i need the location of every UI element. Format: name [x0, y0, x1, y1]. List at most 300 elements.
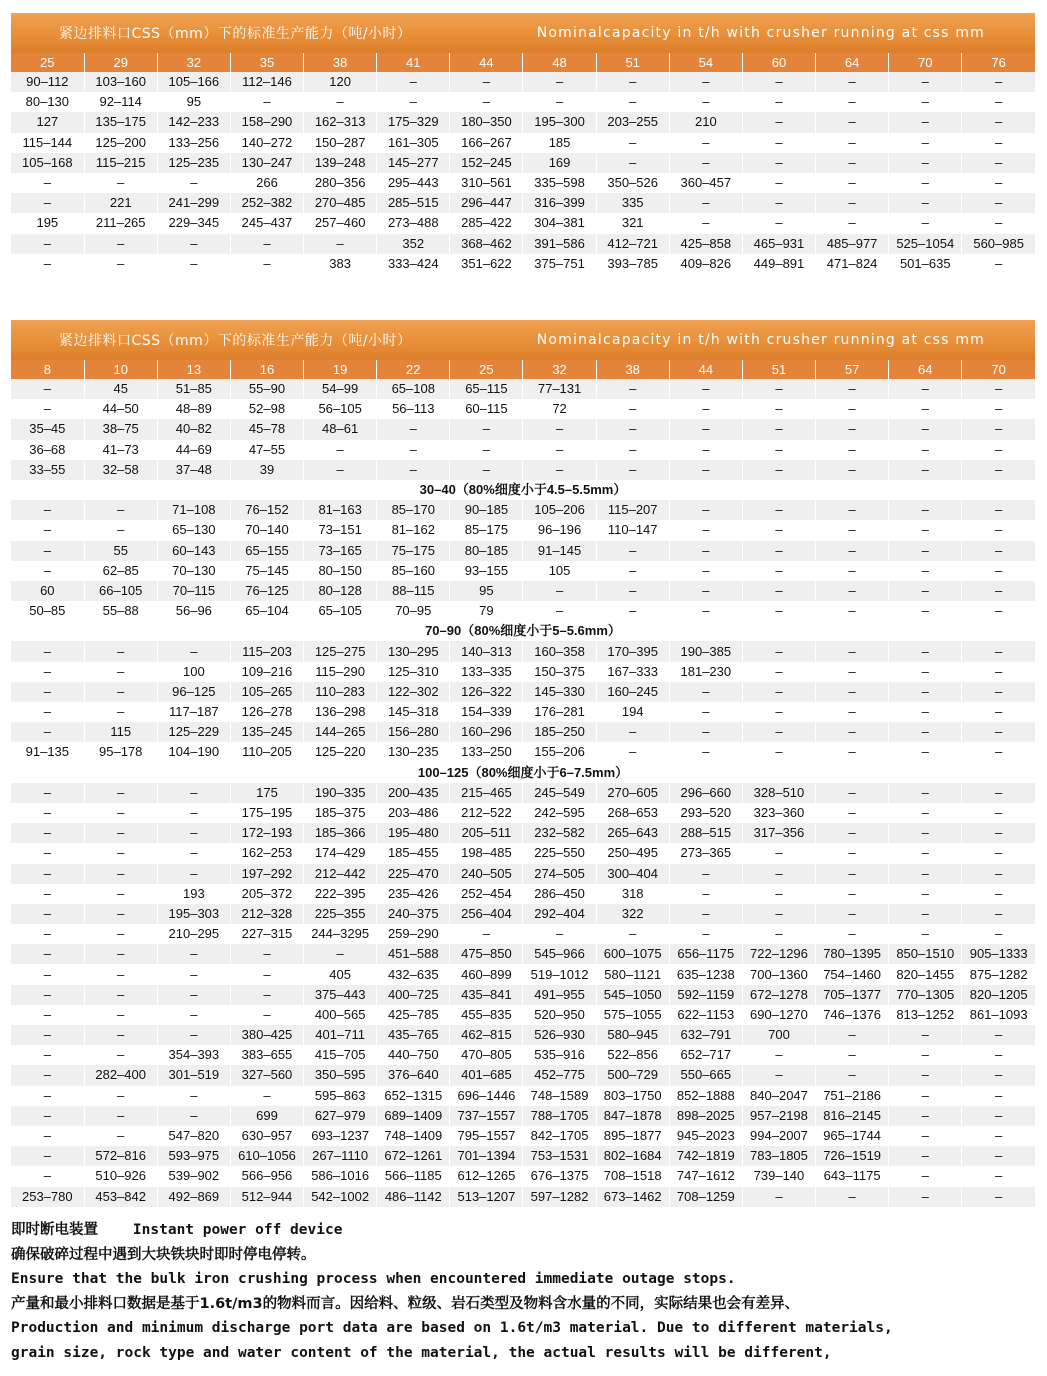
- table-cell: –: [889, 722, 962, 742]
- table-cell: 33–55: [11, 460, 84, 480]
- table-cell: 195: [11, 213, 84, 233]
- table-cell: 301–519: [157, 1065, 230, 1085]
- table-cell: 241–299: [157, 193, 230, 213]
- table-cell: –: [816, 460, 889, 480]
- table-cell: 65–130: [157, 520, 230, 540]
- table-cell: 222–395: [304, 884, 377, 904]
- table-cell: –: [11, 1086, 84, 1106]
- table-cell: 610–1056: [230, 1146, 303, 1166]
- table-cell: 85–175: [450, 520, 523, 540]
- table-cell: 225–355: [304, 904, 377, 924]
- table-cell: –: [84, 924, 157, 944]
- table-cell: 126–278: [230, 702, 303, 722]
- power-off-title-zh: 即时断电装置: [11, 1222, 98, 1238]
- table-cell: 820–1455: [889, 964, 962, 984]
- table-cell: 155–206: [523, 742, 596, 762]
- table-cell: –: [304, 234, 377, 254]
- table-cell: –: [84, 803, 157, 823]
- table-cell: –: [157, 1106, 230, 1126]
- table-cell: 737–1557: [450, 1106, 523, 1126]
- table-cell: 748–1589: [523, 1086, 596, 1106]
- table-cell: 133–335: [450, 662, 523, 682]
- column-header: 10: [84, 360, 157, 379]
- table-row: [11, 1005, 1035, 1025]
- table-cell: 739–140: [742, 1166, 815, 1186]
- table-cell: –: [84, 234, 157, 254]
- table-cell: 45: [84, 379, 157, 399]
- table-cell: –: [816, 864, 889, 884]
- table-cell: –: [962, 843, 1035, 863]
- table-cell: 66–105: [84, 581, 157, 601]
- table-cell: 286–450: [523, 884, 596, 904]
- table-cell: –: [84, 1005, 157, 1025]
- table-cell: –: [523, 419, 596, 439]
- table-cell: –: [742, 133, 815, 153]
- table-row: [11, 234, 1035, 254]
- table-cell: –: [11, 500, 84, 520]
- table-cell: 335: [596, 193, 669, 213]
- table-row: [11, 985, 1035, 1005]
- table-cell: –: [889, 662, 962, 682]
- table-cell: 748–1409: [377, 1126, 450, 1146]
- table-cell: –: [742, 193, 815, 213]
- table-cell: –: [230, 1086, 303, 1106]
- table-cell: –: [962, 823, 1035, 843]
- table-cell: 51–85: [157, 379, 230, 399]
- table-cell: 162–313: [304, 112, 377, 132]
- table-cell: –: [889, 1086, 962, 1106]
- table-cell: –: [84, 254, 157, 274]
- table-2-grid: [11, 360, 1035, 1207]
- table-cell: –: [962, 742, 1035, 762]
- table-cell: 60–115: [450, 399, 523, 419]
- table-cell: –: [889, 904, 962, 924]
- table-cell: 635–1238: [669, 964, 742, 984]
- table-cell: –: [157, 964, 230, 984]
- table-cell: –: [742, 460, 815, 480]
- table-cell: –: [11, 682, 84, 702]
- table-cell: 225–470: [377, 864, 450, 884]
- table-cell: 513–1207: [450, 1187, 523, 1207]
- table-cell: –: [962, 803, 1035, 823]
- table-cell: 753–1531: [523, 1146, 596, 1166]
- table-cell: 632–791: [669, 1025, 742, 1045]
- table-cell: 440–750: [377, 1045, 450, 1065]
- table-cell: 60–143: [157, 541, 230, 561]
- table-cell: –: [157, 803, 230, 823]
- table-2-title-zh: 紧边排料口CSS（mm）下的标准生产能力（吨/小时）: [59, 333, 412, 349]
- table-cell: 566–1185: [377, 1166, 450, 1186]
- table-cell: 73–165: [304, 541, 377, 561]
- column-header: 70: [889, 53, 962, 72]
- table-cell: –: [157, 985, 230, 1005]
- table-cell: 322: [596, 904, 669, 924]
- table-cell: 193: [157, 884, 230, 904]
- table-cell: 77–131: [523, 379, 596, 399]
- table-cell: –: [11, 924, 84, 944]
- table-cell: 676–1375: [523, 1166, 596, 1186]
- table-cell: –: [11, 944, 84, 964]
- table-cell: 65–105: [304, 601, 377, 621]
- table-row: [11, 561, 1035, 581]
- table-cell: –: [889, 1106, 962, 1126]
- table-cell: 352: [377, 234, 450, 254]
- table-cell: –: [11, 823, 84, 843]
- table-cell: 80–128: [304, 581, 377, 601]
- table-cell: –: [84, 843, 157, 863]
- table-cell: 566–956: [230, 1166, 303, 1186]
- table-cell: –: [889, 213, 962, 233]
- table-cell: 435–841: [450, 985, 523, 1005]
- table-cell: –: [962, 520, 1035, 540]
- table-cell: –: [889, 1187, 962, 1207]
- table-cell: –: [669, 153, 742, 173]
- table-cell: 55–88: [84, 601, 157, 621]
- table-cell: 185–250: [523, 722, 596, 742]
- table-cell: 240–375: [377, 904, 450, 924]
- table-cell: 622–1153: [669, 1005, 742, 1025]
- table-cell: –: [816, 803, 889, 823]
- table-cell: –: [889, 561, 962, 581]
- table-cell: 190–385: [669, 641, 742, 661]
- table-cell: –: [11, 1045, 84, 1065]
- table-cell: –: [450, 440, 523, 460]
- table-cell: 545–1050: [596, 985, 669, 1005]
- table-cell: –: [669, 742, 742, 762]
- table-cell: –: [962, 440, 1035, 460]
- table-cell: 229–345: [157, 213, 230, 233]
- table-cell: 501–635: [889, 254, 962, 274]
- table-cell: –: [11, 1065, 84, 1085]
- table-cell: –: [230, 234, 303, 254]
- table-cell: 215–465: [450, 783, 523, 803]
- table-cell: –: [11, 173, 84, 193]
- table-cell: 600–1075: [596, 944, 669, 964]
- table-cell: –: [11, 1146, 84, 1166]
- table-cell: 170–395: [596, 641, 669, 661]
- table-cell: –: [889, 581, 962, 601]
- table-cell: –: [84, 500, 157, 520]
- table-cell: 360–457: [669, 173, 742, 193]
- table-cell: 93–155: [450, 561, 523, 581]
- table-cell: –: [816, 112, 889, 132]
- table-cell: –: [742, 173, 815, 193]
- table-cell: 656–1175: [669, 944, 742, 964]
- table-cell: –: [450, 72, 523, 92]
- table-cell: 726–1519: [816, 1146, 889, 1166]
- table-cell: –: [11, 1025, 84, 1045]
- table-cell: 158–290: [230, 112, 303, 132]
- table-cell: –: [889, 884, 962, 904]
- table-cell: 45–78: [230, 419, 303, 439]
- table-cell: –: [742, 843, 815, 863]
- table-cell: –: [596, 72, 669, 92]
- table-cell: –: [669, 702, 742, 722]
- table-row: [11, 1045, 1035, 1065]
- table-cell: –: [816, 133, 889, 153]
- table-cell: –: [816, 924, 889, 944]
- table-row: [11, 682, 1035, 702]
- table-cell: 115–144: [11, 133, 84, 153]
- column-header: 38: [304, 53, 377, 72]
- table-cell: 105–168: [11, 153, 84, 173]
- table-cell: –: [523, 92, 596, 112]
- table-cell: 351–622: [450, 254, 523, 274]
- table-cell: –: [962, 173, 1035, 193]
- table-cell: –: [157, 843, 230, 863]
- table-cell: 512–944: [230, 1187, 303, 1207]
- table-cell: 115: [84, 722, 157, 742]
- table-cell: –: [816, 541, 889, 561]
- table-cell: 412–721: [596, 234, 669, 254]
- table-cell: 92–114: [84, 92, 157, 112]
- table-cell: 205–511: [450, 823, 523, 843]
- table-cell: 160–245: [596, 682, 669, 702]
- table-cell: –: [157, 864, 230, 884]
- table-row: [11, 641, 1035, 661]
- table-cell: –: [596, 561, 669, 581]
- table-cell: –: [11, 1166, 84, 1186]
- table-cell: –: [11, 884, 84, 904]
- table-row: [11, 884, 1035, 904]
- table-cell: 693–1237: [304, 1126, 377, 1146]
- table-row: [11, 520, 1035, 540]
- table-cell: 185–455: [377, 843, 450, 863]
- table-cell: 560–985: [962, 234, 1035, 254]
- table-cell: 125–220: [304, 742, 377, 762]
- column-header: 57: [816, 360, 889, 379]
- table-cell: –: [816, 173, 889, 193]
- table-cell: 643–1175: [816, 1166, 889, 1186]
- table-cell: 136–298: [304, 702, 377, 722]
- notes-line-6: grain size, rock type and water content of the material, the actual results will be different,: [11, 1344, 832, 1361]
- table-cell: –: [816, 213, 889, 233]
- table-row: [11, 399, 1035, 419]
- table-cell: –: [889, 1065, 962, 1085]
- table-cell: –: [889, 843, 962, 863]
- table-cell: 122–302: [377, 682, 450, 702]
- table-cell: 35–45: [11, 419, 84, 439]
- table-cell: 44–69: [157, 440, 230, 460]
- table-cell: –: [596, 399, 669, 419]
- table-cell: –: [11, 702, 84, 722]
- table-cell: –: [157, 234, 230, 254]
- table-cell: –: [962, 1065, 1035, 1085]
- notes-line-3: Ensure that the bulk iron crushing process when encountered immediate outage stops.: [11, 1271, 736, 1288]
- column-header: 8: [11, 360, 84, 379]
- table-cell: 327–560: [230, 1065, 303, 1085]
- table-cell: –: [962, 641, 1035, 661]
- table-cell: 133–250: [450, 742, 523, 762]
- table-cell: 96–125: [157, 682, 230, 702]
- table-cell: –: [84, 662, 157, 682]
- table-cell: 130–235: [377, 742, 450, 762]
- table-cell: 274–505: [523, 864, 596, 884]
- table-cell: 820–1205: [962, 985, 1035, 1005]
- table-cell: 172–193: [230, 823, 303, 843]
- column-header: 64: [816, 53, 889, 72]
- table-cell: –: [816, 601, 889, 621]
- table-cell: –: [11, 234, 84, 254]
- table-cell: 270–605: [596, 783, 669, 803]
- table-cell: –: [377, 460, 450, 480]
- table-cell: –: [889, 153, 962, 173]
- table-cell: 32–58: [84, 460, 157, 480]
- table-cell: –: [596, 924, 669, 944]
- capacity-table-2: [11, 320, 1035, 1207]
- notes-line-2: 确保破碎过程中遇到大块铁块时即时停电停转。: [11, 1246, 316, 1263]
- table-cell: –: [669, 541, 742, 561]
- table-cell: 296–660: [669, 783, 742, 803]
- column-header: 13: [157, 360, 230, 379]
- table-cell: –: [889, 641, 962, 661]
- table-cell: 56–105: [304, 399, 377, 419]
- column-header: 51: [742, 360, 815, 379]
- table-cell: –: [669, 72, 742, 92]
- table-row: [11, 944, 1035, 964]
- table-cell: 211–265: [84, 213, 157, 233]
- table-cell: 350–526: [596, 173, 669, 193]
- table-cell: –: [742, 864, 815, 884]
- table-cell: –: [962, 1106, 1035, 1126]
- table-cell: 70–140: [230, 520, 303, 540]
- table-cell: 203–486: [377, 803, 450, 823]
- table-cell: 282–400: [84, 1065, 157, 1085]
- table-cell: 195–303: [157, 904, 230, 924]
- table-cell: –: [962, 924, 1035, 944]
- table-cell: –: [230, 1005, 303, 1025]
- table-cell: 401–711: [304, 1025, 377, 1045]
- section-heading: 100–125（80%细度小于6–7.5mm）: [11, 763, 1035, 783]
- table-cell: –: [889, 500, 962, 520]
- table-cell: 335–598: [523, 173, 596, 193]
- table-cell: 595–863: [304, 1086, 377, 1106]
- table-cell: 156–280: [377, 722, 450, 742]
- table-cell: 126–322: [450, 682, 523, 702]
- capacity-table-1: [11, 13, 1035, 274]
- table-cell: 185–375: [304, 803, 377, 823]
- table-cell: 252–382: [230, 193, 303, 213]
- table-cell: 847–1878: [596, 1106, 669, 1126]
- table-cell: –: [889, 520, 962, 540]
- table-cell: –: [742, 419, 815, 439]
- table-cell: 520–950: [523, 1005, 596, 1025]
- section-heading: 30–40（80%细度小于4.5–5.5mm）: [11, 480, 1035, 500]
- section-heading-row: [11, 621, 1035, 641]
- table-cell: 751–2186: [816, 1086, 889, 1106]
- table-row: [11, 924, 1035, 944]
- table-cell: –: [669, 213, 742, 233]
- table-cell: –: [889, 924, 962, 944]
- table-cell: 85–170: [377, 500, 450, 520]
- table-cell: 105: [523, 561, 596, 581]
- table-cell: –: [11, 803, 84, 823]
- table-cell: –: [596, 133, 669, 153]
- table-cell: 400–725: [377, 985, 450, 1005]
- table-cell: –: [230, 985, 303, 1005]
- table-cell: –: [450, 460, 523, 480]
- table-cell: 652–717: [669, 1045, 742, 1065]
- table-cell: –: [304, 92, 377, 112]
- table-cell: 965–1744: [816, 1126, 889, 1146]
- table-row: [11, 1025, 1035, 1045]
- table-cell: –: [816, 1187, 889, 1207]
- table-cell: –: [742, 682, 815, 702]
- table-cell: –: [816, 500, 889, 520]
- table-cell: 154–339: [450, 702, 523, 722]
- table-cell: –: [669, 864, 742, 884]
- table-cell: –: [523, 581, 596, 601]
- table-cell: 250–495: [596, 843, 669, 863]
- table-row: [11, 662, 1035, 682]
- table-cell: 256–404: [450, 904, 523, 924]
- table-cell: 280–356: [304, 173, 377, 193]
- table-cell: –: [816, 843, 889, 863]
- table-cell: 266: [230, 173, 303, 193]
- notes-block: [11, 1218, 1041, 1366]
- table-1-header-bar: [11, 13, 1035, 53]
- table-cell: –: [962, 884, 1035, 904]
- table-cell: 103–160: [84, 72, 157, 92]
- table-cell: 198–485: [450, 843, 523, 863]
- table-cell: –: [11, 662, 84, 682]
- table-cell: 81–163: [304, 500, 377, 520]
- table-cell: –: [889, 1126, 962, 1146]
- table-cell: 60: [11, 581, 84, 601]
- table-cell: –: [377, 92, 450, 112]
- table-cell: –: [84, 1086, 157, 1106]
- table-cell: –: [816, 92, 889, 112]
- table-cell: 318: [596, 884, 669, 904]
- table-cell: 672–1278: [742, 985, 815, 1005]
- table-cell: –: [742, 904, 815, 924]
- notes-line-5: Production and minimum discharge port data are based on 1.6t/m3 material. Due to different materials,: [11, 1320, 893, 1337]
- table-cell: 747–1612: [669, 1166, 742, 1186]
- table-cell: –: [84, 884, 157, 904]
- column-header: 51: [596, 53, 669, 72]
- table-cell: 80–150: [304, 561, 377, 581]
- table-cell: –: [962, 601, 1035, 621]
- table-cell: –: [889, 92, 962, 112]
- table-cell: –: [962, 581, 1035, 601]
- table-cell: 265–643: [596, 823, 669, 843]
- table-cell: –: [157, 944, 230, 964]
- table-cell: –: [742, 924, 815, 944]
- table-cell: 316–399: [523, 193, 596, 213]
- column-header: 44: [669, 360, 742, 379]
- table-cell: 71–108: [157, 500, 230, 520]
- table-cell: –: [669, 520, 742, 540]
- table-cell: 435–765: [377, 1025, 450, 1045]
- table-cell: 701–1394: [450, 1146, 523, 1166]
- column-header: 48: [523, 53, 596, 72]
- table-cell: 242–595: [523, 803, 596, 823]
- table-cell: –: [742, 92, 815, 112]
- table-cell: –: [84, 641, 157, 661]
- table-cell: –: [11, 783, 84, 803]
- power-off-title-en: Instant power off device: [132, 1222, 343, 1238]
- table-cell: –: [816, 193, 889, 213]
- table-cell: 48–61: [304, 419, 377, 439]
- table-cell: 391–586: [523, 234, 596, 254]
- table-cell: –: [816, 561, 889, 581]
- table-cell: –: [742, 601, 815, 621]
- table-cell: –: [11, 641, 84, 661]
- table-cell: 802–1684: [596, 1146, 669, 1166]
- table-cell: 50–85: [11, 601, 84, 621]
- table-1-title-zh: 紧边排料口CSS（mm）下的标准生产能力（吨/小时）: [59, 26, 412, 42]
- table-cell: 36–68: [11, 440, 84, 460]
